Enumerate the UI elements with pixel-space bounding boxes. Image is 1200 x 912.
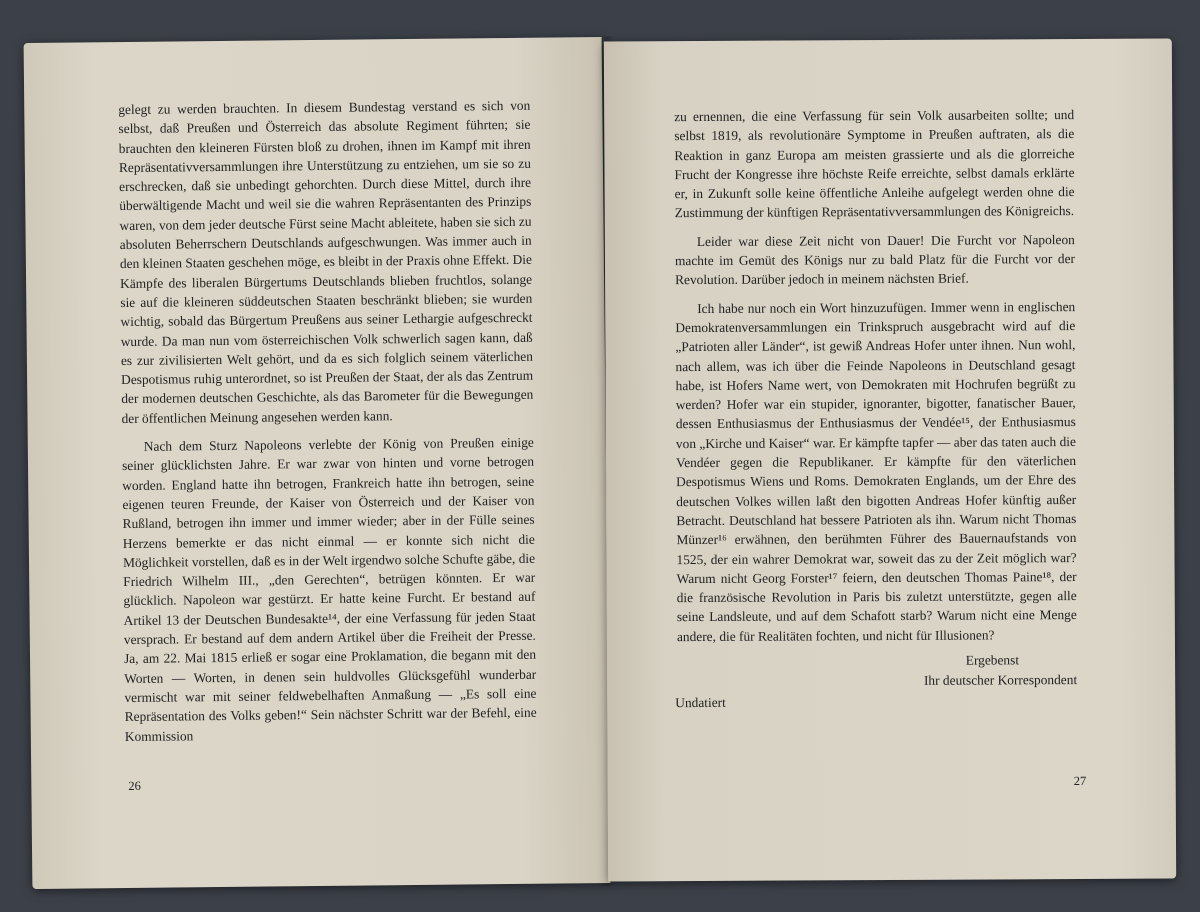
left-paragraph-2: Nach dem Sturz Napoleons verlebte der König von Preußen einige seiner glücklichsten Jahre. Er war zwar von hinten und vorne betrogen worden. England hatte ihn betrogen, Frankreich hatte ihn betrogen, seine eigenen teuren Freunde, der Kaiser von Österreich und der Kaiser von Rußland, betrogen ihn immer und immer wieder; aber in der Fülle seines Herzens bemerkte er das nicht einmal — er konnte sich nicht die Möglichkeit vorstellen, daß es in der Welt irgendwo solche Schufte gäbe, die Friedrich Wilhelm III., „den Gerechten“, betrügen könnten. Er war glücklich. Napoleon war gestürzt. Er hatte keine Furcht. Er bestand auf Artikel 13 der Deutschen Bundesakte¹⁴, der eine Verfassung für jeden Staat versprach. Er bestand auf dem andern Artikel über die Freiheit der Presse. Ja, am 22. Mai 1815 erließ er sogar eine Proklamation, die begann mit den Worten — Worten, in denen sein huldvolles Glücksgefühl wunderbar vermischt war mit seiner feldwebelhaften Anmaßung — „Es soll eine Repräsentation des Volks geben!“ Sein nächster Schritt war der Befehl, eine Kommission [121, 434, 537, 744]
left-page-text [118, 96, 537, 746]
right-paragraph-3: Ich habe nur noch ein Wort hinzuzufügen. Immer wenn in englischen Demokratenversammlungen ein Trinkspruch ausgebracht wird auf die „Patrioten aller Länder“, ist gewiß Andreas Hofer unter ihnen. Nun wohl, nach allem, was ich über die Feinde Napoleons in Deutschland gesagt habe, ist Hofers Name wert, von Demokraten mit Hochrufen begrüßt zu werden? Hofer war ein stupider, ignoranter, bigotter, fanatischer Bauer, dessen Enthusiasmus der Enthusiasmus der Vendée¹⁵, der Enthusiasmus von „Kirche und Kaiser“ war. Er kämpfte tapfer — aber das taten auch die Vendéer gegen die Republikaner. Er kämpfte für den väterlichen Despotismus Wiens und Roms. Demokraten Englands, um der Ehre des deutschen Volkes willen laßt den bigotten Andreas Hofer künftig außer Betracht. Deutschland hat bessere Patrioten als ihn. Warum nicht Thomas Münzer¹⁶ erwähnen, den berühmten Führer des Bauernaufstands von 1525, der ein wahrer Demokrat war, soweit das zu der Zeit möglich war? Warum nicht Georg Forster¹⁷ feiern, den deutschen Thomas Paine¹⁸, der die französische Revolution in Paris bis zuletzt unterstützte, gegen alle seine Landsleute, und auf dem Schafott starb? Warum nicht eine Menge andere, die für Realitäten fochten, und nicht für Illusionen? [675, 298, 1077, 644]
left-page [24, 37, 611, 889]
right-page-text [674, 105, 1077, 692]
letter-closing [677, 650, 1077, 692]
undated-note: Undatiert [675, 694, 726, 711]
closing-signature: Ihr deutscher Korrespondent [923, 672, 1078, 688]
left-paragraph-1: gelegt zu werden brauchten. In diesem Bundestag verstand es sich von selbst, daß Preußen und Österreich das absolute Regiment führten; sie brauchten den kleineren Fürsten bloß zu drohen, ihnen im Kampf mit ihren Repräsentativversammlungen ihre Unterstützung zu entziehen, um sie so zu erschrecken, daß sie unbedingt gehorchten. Durch diese Mittel, durch ihre überwältigende Macht und weil sie die wahren Repräsentanten des Prinzips waren, von dem jeder deutsche Fürst seine Macht ableitete, haben sie sich zu absoluten Beherrschern Deutschlands aufgeschwungen. Was immer auch in den kleinen Staaten geschehen möge, es bleibt in der Praxis ohne Effekt. Die Kämpfe des liberalen Bürgertums Deutschlands blieben fruchtlos, solange sie auf die kleineren süddeutschen Staaten beschränkt blieben; sie wurden wichtig, sobald das Bürgertum Preußens aus seiner Lethargie aufgeschreckt wurde. Da man nun vom österreichischen Volk schwerlich sagen kann, daß es zur zivilisierten Welt gehört, und da es sich folglich seinem väterlichen Despotismus ruhig unterordnet, so ist Preußen der Staat, der als das Zentrum der modernen deutschen Geschichte, als das Barometer für die Bewegungen der öffentlichen Meinung angesehen werden kann. [118, 97, 534, 426]
right-paragraph-2: Leider war diese Zeit nicht von Dauer! Die Furcht vor Napoleon machte im Gemüt des Königs nur zu bald Platz für die Furcht vor der Revolution. Darüber jedoch in meinem nächsten Brief. [674, 231, 1075, 288]
right-page-number: 27 [1073, 773, 1087, 789]
right-page [604, 39, 1176, 882]
left-page-number: 26 [128, 778, 141, 793]
right-paragraph-1: zu ernennen, die eine Verfassung für sein Volk ausarbeiten sollte; und selbst 1819, als revolutionäre Symptome in Preußen auftraten, als die Reaktion in ganz Europa am meisten grassierte und als die glorreiche Frucht der Kongresse ihre höchste Reife erreichte, selbst damals erklärte er, in Zukunft solle keine öffentliche Anleihe aufgelegt werden ohne die Zustimmung der künftigen Repräsentativversammlungen des Königreichs. [674, 107, 1075, 221]
closing-greeting: Ergebenst [965, 652, 1020, 668]
